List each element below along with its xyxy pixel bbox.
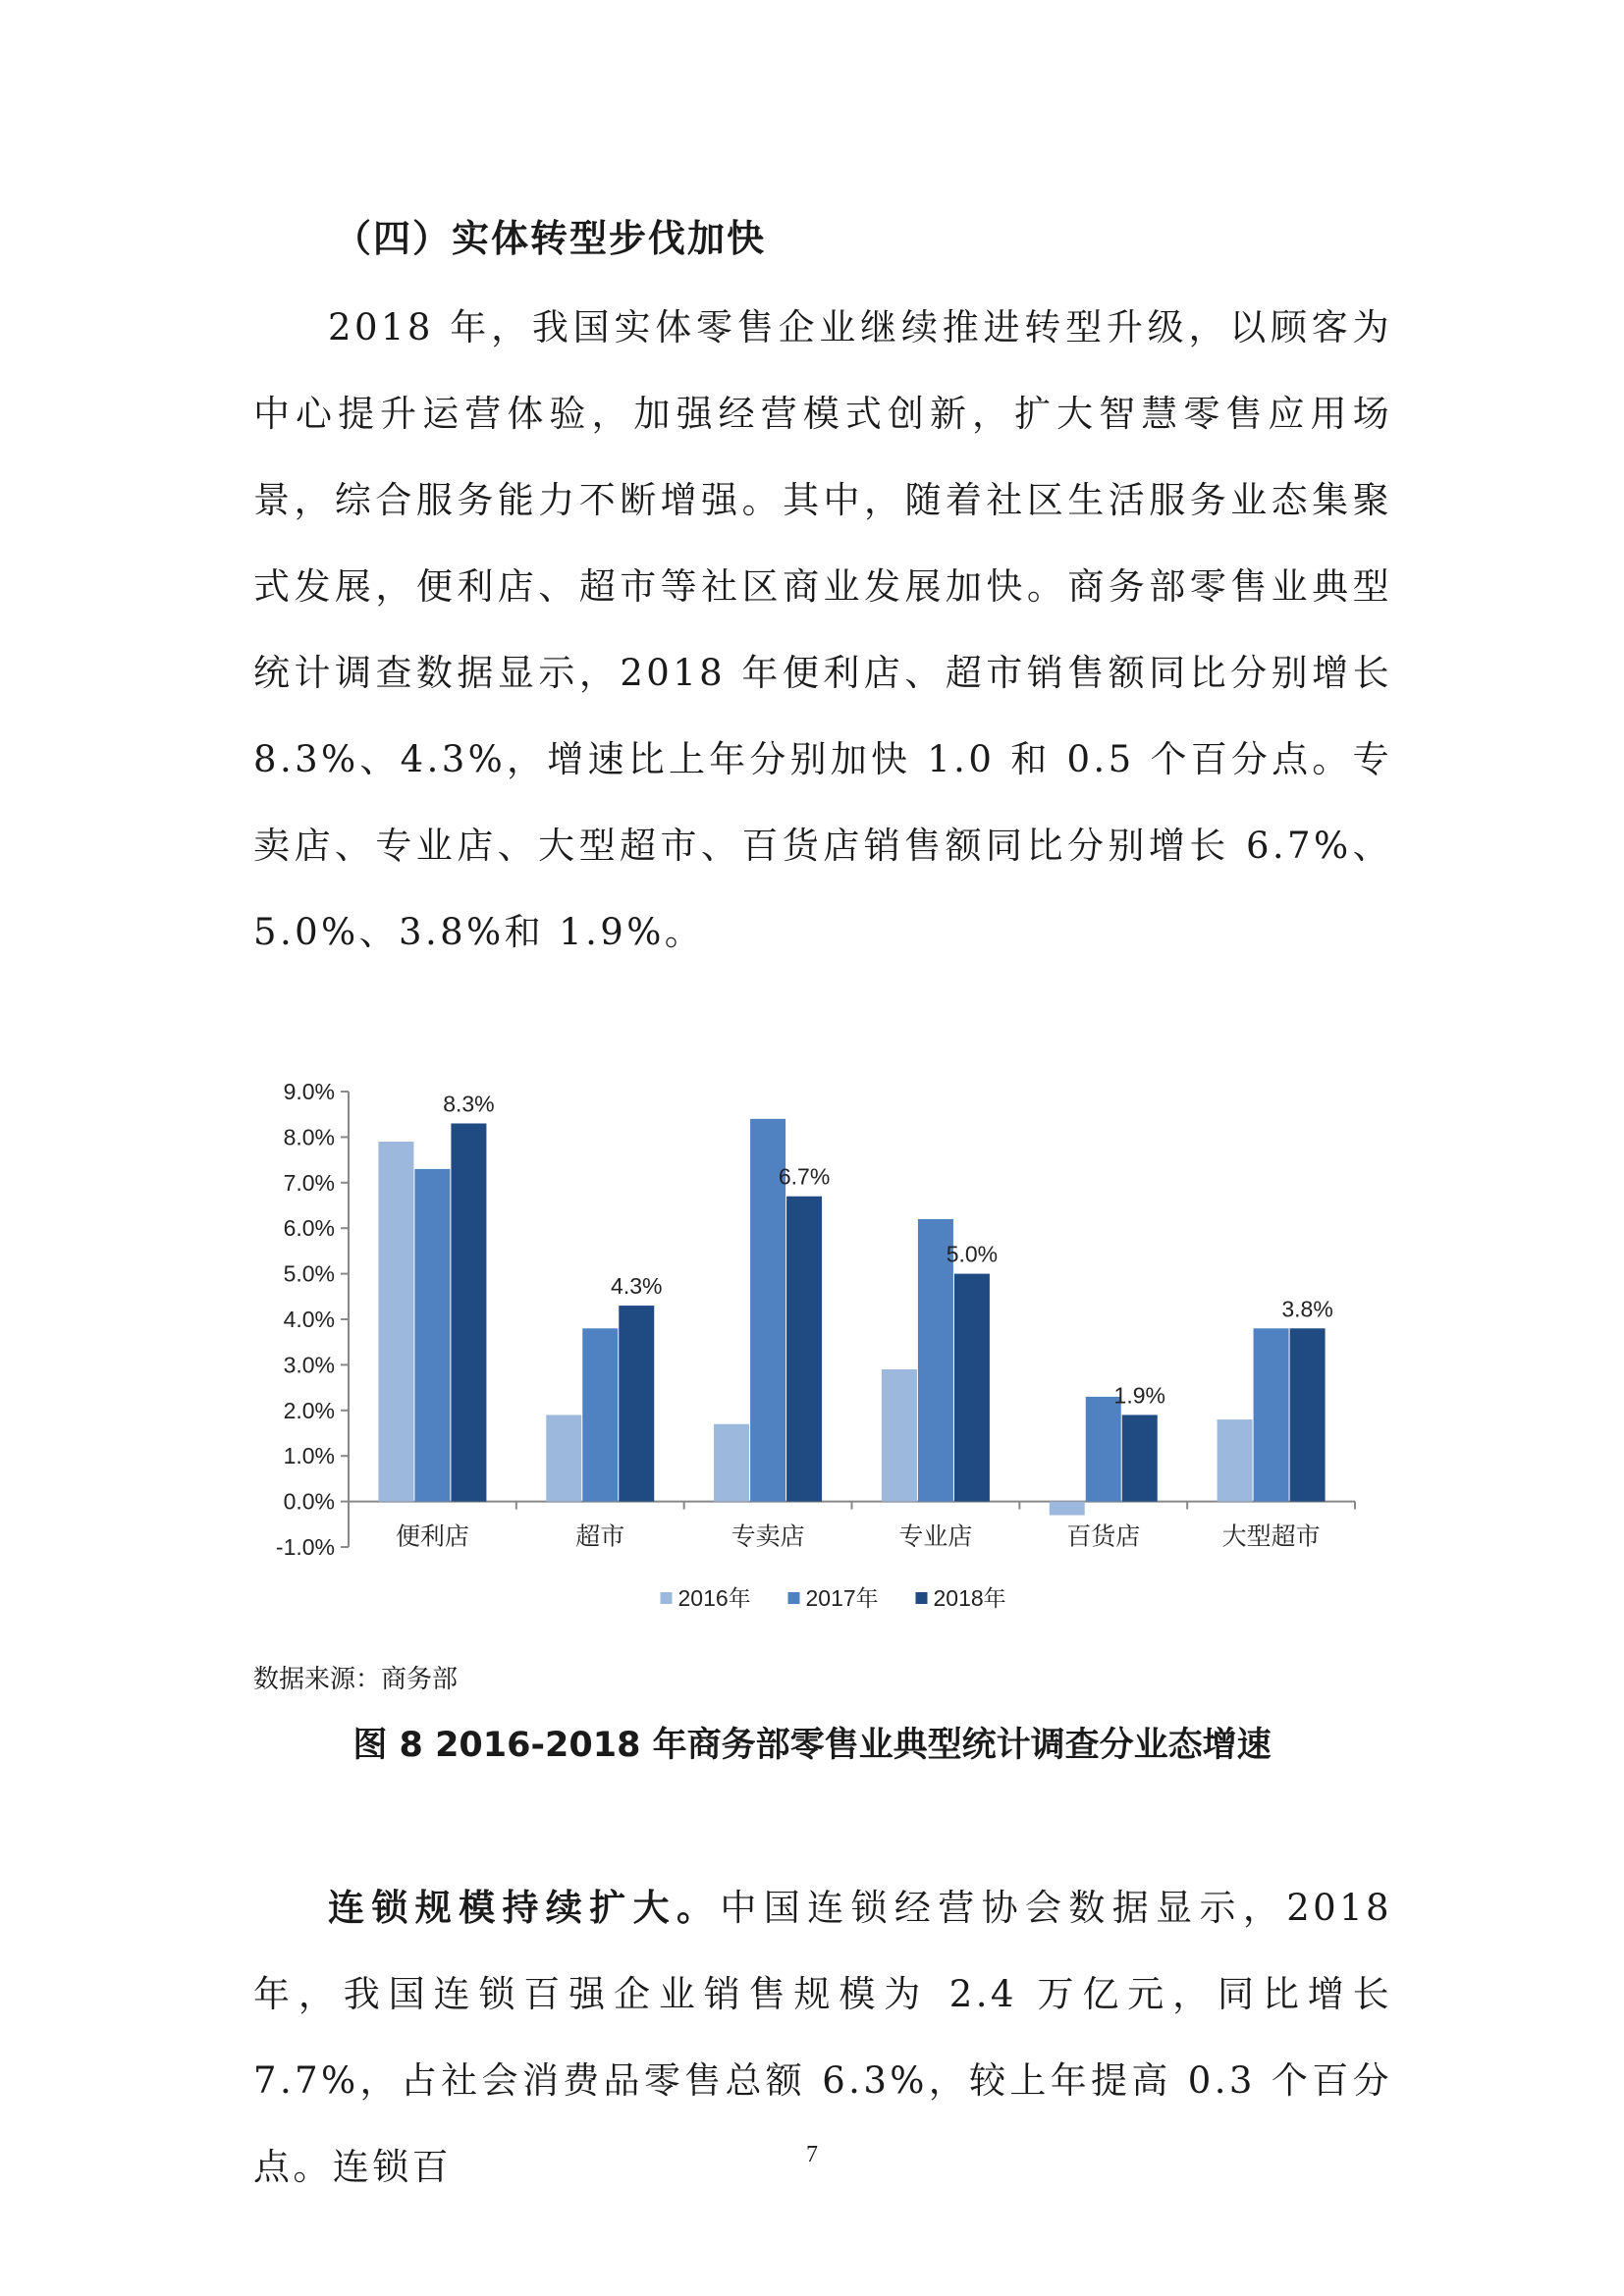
category-label: 专卖店 bbox=[731, 1522, 805, 1551]
category-label: 便利店 bbox=[395, 1522, 469, 1551]
bar bbox=[1290, 1328, 1326, 1501]
y-tick-label: 8.0% bbox=[283, 1124, 335, 1150]
bar bbox=[619, 1306, 654, 1502]
paragraph-lead: 连锁规模持续扩大。 bbox=[328, 1887, 721, 1929]
bar bbox=[378, 1142, 413, 1502]
y-tick-label: 3.0% bbox=[283, 1352, 335, 1378]
bar bbox=[414, 1169, 450, 1502]
bar bbox=[1050, 1502, 1085, 1516]
bar bbox=[451, 1123, 486, 1501]
paragraph-physical-retail: 2018 年，我国实体零售企业继续推进转型升级，以顾客为中心提升运营体验，加强经营模式创新，扩大智慧零售应用场景，综合服务能力不断增强。其中，随着社区生活服务业态集聚式发展，便利店、超市等社区商业发展加快。商务部零售业典型统计调查数据显示，2018 年便利店、超市销售额同比分别增长 8.3%、4.3%，增速比上年分别加快 1.0 和 0.5 个百分点。专卖店、专业店、大型超市、百货店销售额同比分别增长 6.7%、5.0%、3.8%和 1.9%。 bbox=[253, 306, 1392, 953]
y-tick-label: 7.0% bbox=[283, 1169, 335, 1196]
paragraph-text: 中国连锁经营协会数据显示，2018 年，我国连锁百强企业销售规模为 2.4 万亿元，同比增长 7.7%，占社会消费品零售总额 6.3%，较上年提高 0.3 个百分点。连锁百 bbox=[253, 1887, 1392, 2188]
category-label: 专业店 bbox=[898, 1522, 973, 1551]
bar bbox=[882, 1369, 917, 1502]
legend-swatch bbox=[661, 1592, 673, 1604]
bar bbox=[954, 1274, 990, 1502]
legend-label: 2017年 bbox=[805, 1585, 879, 1611]
figure-caption: 图 8 2016-2018 年商务部零售业典型统计调查分业态增速 bbox=[352, 1726, 1272, 1765]
category-label: 大型超市 bbox=[1221, 1522, 1321, 1551]
legend-swatch bbox=[916, 1592, 928, 1604]
y-tick-label: 5.0% bbox=[283, 1260, 335, 1287]
page-number: 7 bbox=[806, 2142, 818, 2167]
bar bbox=[582, 1328, 618, 1501]
category-label: 超市 bbox=[575, 1522, 625, 1551]
section-heading: （四）实体转型步伐加快 bbox=[334, 217, 767, 260]
bar bbox=[546, 1415, 581, 1501]
y-tick-label: 4.0% bbox=[283, 1307, 335, 1332]
data-label: 3.8% bbox=[1281, 1296, 1333, 1322]
category-label: 百货店 bbox=[1066, 1522, 1141, 1551]
bar bbox=[1218, 1419, 1253, 1502]
data-label: 1.9% bbox=[1113, 1382, 1165, 1409]
legend-swatch bbox=[788, 1592, 800, 1604]
source-note: 数据来源：商务部 bbox=[253, 1665, 459, 1694]
y-tick-label: 6.0% bbox=[283, 1215, 335, 1242]
y-tick-label: 9.0% bbox=[283, 1079, 335, 1104]
bar bbox=[1086, 1397, 1121, 1502]
y-tick-label: 2.0% bbox=[283, 1397, 335, 1423]
data-label: 6.7% bbox=[778, 1163, 831, 1190]
y-tick-label: 0.0% bbox=[283, 1488, 335, 1515]
y-tick-label: 1.0% bbox=[283, 1443, 335, 1469]
data-label: 4.3% bbox=[611, 1273, 663, 1300]
bar bbox=[714, 1424, 749, 1502]
legend-label: 2016年 bbox=[677, 1585, 751, 1611]
bar bbox=[1122, 1415, 1158, 1501]
data-label: 5.0% bbox=[946, 1241, 999, 1267]
growth-bar-chart bbox=[236, 1060, 1394, 1629]
bar bbox=[786, 1197, 822, 1502]
bar bbox=[1254, 1328, 1289, 1501]
legend-label: 2018年 bbox=[933, 1585, 1006, 1611]
y-tick-label: -1.0% bbox=[275, 1534, 335, 1560]
data-label: 8.3% bbox=[443, 1091, 495, 1117]
